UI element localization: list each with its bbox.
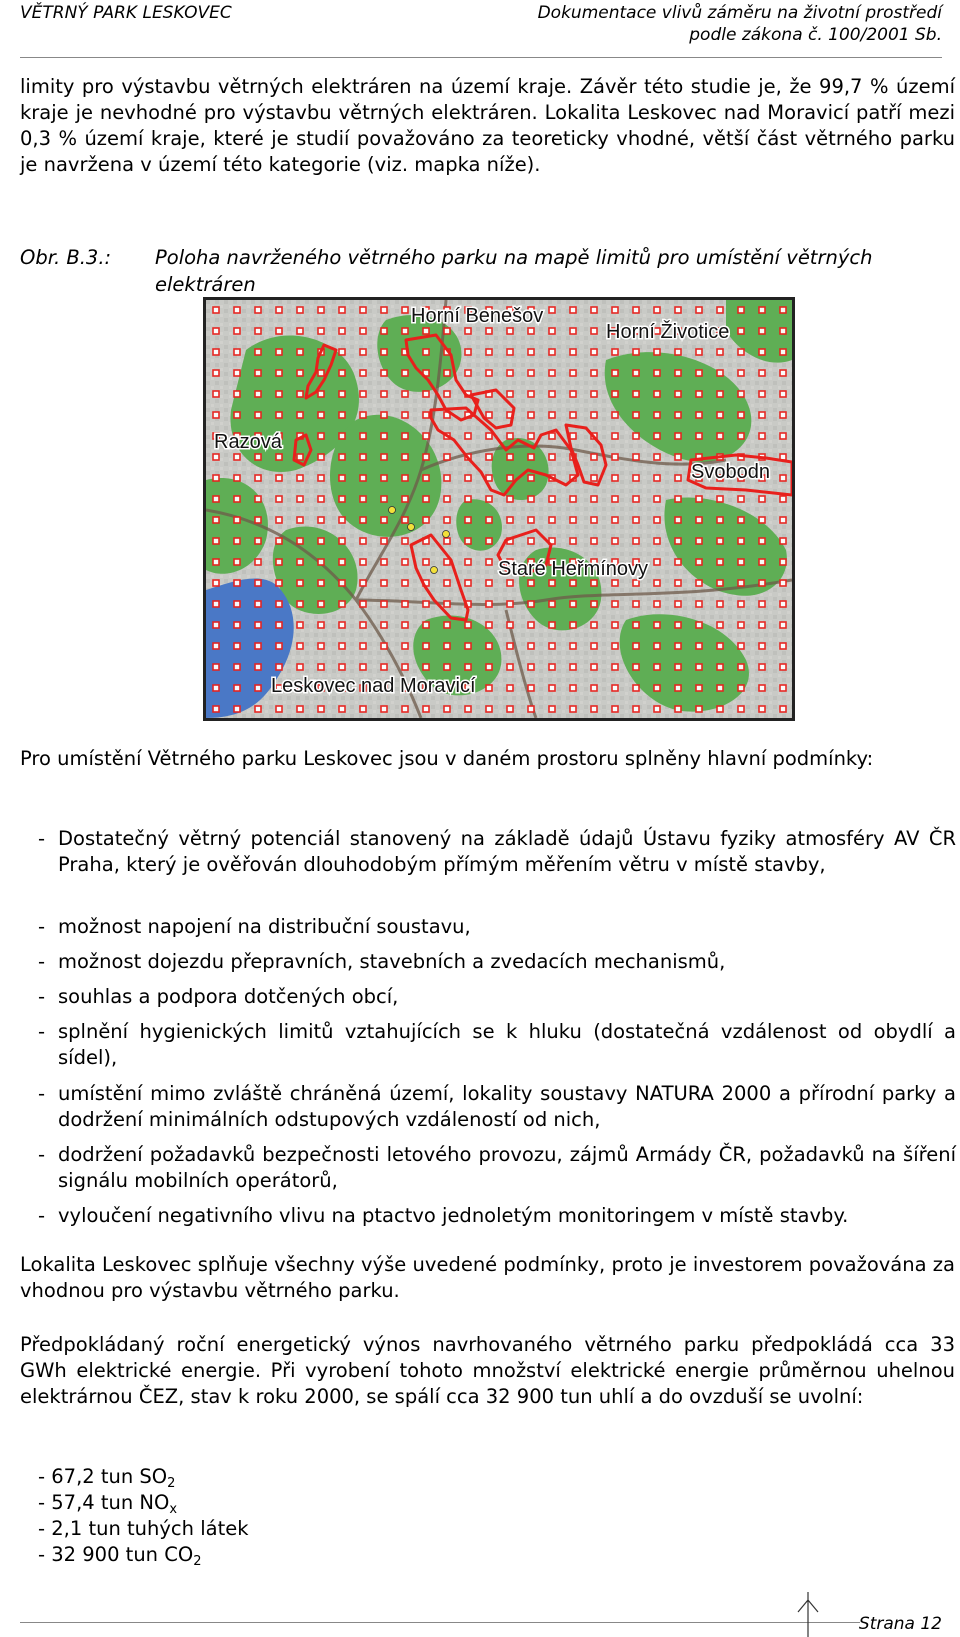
header-project-title: VĚTRNÝ PARK LESKOVEC — [20, 3, 232, 23]
list-item: - dodržení požadavků bezpečnosti letového provozu, zájmů Armády ČR, požadavků na šíření signálu mobilních operátorů, — [38, 1143, 956, 1192]
list-item: - souhlas a podpora dotčených obcí, — [38, 984, 956, 1010]
list-item: - možnost dojezdu přepravních, stavebních a zvedacích mechanismů, — [38, 949, 956, 975]
footer-divider — [20, 1622, 860, 1623]
label-horni-zivotice: Horní Životice — [606, 321, 730, 343]
list-item-text: dodržení požadavků bezpečnosti letového provozu, zájmů Armády ČR, požadavků na šíření signálu mobilních operátorů, — [58, 1143, 956, 1192]
list-item-text: souhlas a podpora dotčených obcí, — [58, 985, 399, 1008]
list-item-text: umístění mimo zvláště chráněná území, lokality soustavy NATURA 2000 a přírodní parky a dodržení minimálních odstupových vzdáleností od nich, — [58, 1082, 956, 1131]
list-item: - Dostatečný větrný potenciál stanovený na základě údajů Ústavu fyziky atmosféry AV ČR Praha, který je ověřován dlouhodobým přímým měřením větru v místě stavby, — [38, 827, 956, 876]
header-document-title-line2: podle zákona č. 100/2001 Sb. — [689, 25, 942, 45]
emission-subscript: 2 — [167, 1476, 176, 1491]
emission-text: 67,2 tun SO — [51, 1465, 168, 1488]
conditions-intro: Pro umístění Větrného parku Leskovec jsou v daném prostoru splněny hlavní podmínky: — [20, 747, 874, 770]
list-item-text: možnost dojezdu přepravních, stavebních a zvedacích mechanismů, — [58, 950, 726, 973]
list-item-text: vyloučení negativního vlivu na ptactvo jednoletým monitoringem v místě stavby. — [58, 1204, 849, 1227]
header-divider — [20, 57, 942, 58]
emission-subscript: x — [169, 1502, 178, 1517]
figure-caption: Poloha navrženého větrného parku na mapě limitů pro umístění větrných elektráren — [155, 246, 873, 296]
intro-paragraph: limity pro výstavbu větrných elektráren na území kraje. Závěr této studie je, že 99,7 % území kraje je nevhodné pro výstavbu větrných elektráren. Lokalita Leskovec nad Moravicí patří mezi 0,3 % území kraje, které je studií považováno za teoreticky vhodné, větší část větrného parku je navržena v území této kategorie (viz. mapka níže). — [20, 75, 955, 176]
pin-icon — [796, 1592, 820, 1637]
page-number: Strana 12 — [858, 1614, 942, 1634]
label-razova: Razová — [214, 431, 282, 453]
list-item: - 67,2 tun $SO_2$ — [38, 1465, 176, 1491]
list-item-text: možnost napojení na distribuční soustavu, — [58, 915, 471, 938]
emission-subscript: 2 — [193, 1554, 202, 1569]
map-graphic — [206, 300, 792, 718]
emission-text: 57,4 tun NO — [51, 1491, 170, 1514]
header-document-title — [538, 2, 942, 46]
list-item: - 2,1 tun tuhých látek — [38, 1517, 249, 1540]
label-horni-benesov: Horní Benešov — [411, 305, 544, 327]
list-item: - možnost napojení na distribuční soustavu, — [38, 914, 956, 940]
list-item: - vyloučení negativního vlivu na ptactvo jednoletým monitoringem v místě stavby. — [38, 1203, 956, 1229]
figure-map — [203, 297, 795, 721]
label-stare-herminovy: Staré Heřmínovy — [498, 558, 649, 580]
label-svobodne: Svobodn — [691, 461, 770, 483]
emission-text: 2,1 tun tuhých látek — [51, 1517, 249, 1540]
list-item: - 32 900 tun $CO_2$ — [38, 1543, 202, 1569]
emission-text: 32 900 tun CO — [51, 1543, 194, 1566]
energy-paragraph: Předpokládaný roční energetický výnos navrhovaného větrného parku předpokládá cca 33 GWh elektrické energie. Při vyrobení tohoto množství elektrické energie průměrnou uhelnou elektrárnou ČEZ, stav k roku 2000, se spálí cca 32 900 tun uhlí a do ovzduší se uvolní: — [20, 1333, 955, 1408]
label-leskovec: Leskovec nad Moravicí — [271, 675, 476, 697]
figure-label: Obr. B.3.: — [20, 246, 112, 269]
list-item: - splnění hygienických limitů vztahujících se k hluku (dostatečná vzdálenost od obydlí a sídel), — [38, 1020, 956, 1069]
list-item-text: Dostatečný větrný potenciál stanovený na základě údajů Ústavu fyziky atmosféry AV ČR Praha, který je ověřován dlouhodobým přímým měřením větru v místě stavby, — [58, 827, 956, 876]
list-item-text: splnění hygienických limitů vztahujících se k hluku (dostatečná vzdálenost od obydlí a sídel), — [58, 1020, 956, 1069]
list-item: - 57,4 tun $NO_x$ — [38, 1491, 178, 1517]
header-document-title-line1: Dokumentace vlivů záměru na životní prostředí — [537, 3, 942, 23]
suitability-paragraph: Lokalita Leskovec splňuje všechny výše uvedené podmínky, proto je investorem považována za vhodnou pro výstavbu větrného parku. — [20, 1253, 955, 1302]
limit-grid-overlay — [206, 300, 792, 718]
list-item: - umístění mimo zvláště chráněná území, lokality soustavy NATURA 2000 a přírodní parky a dodržení minimálních odstupových vzdáleností od nich, — [38, 1082, 956, 1131]
